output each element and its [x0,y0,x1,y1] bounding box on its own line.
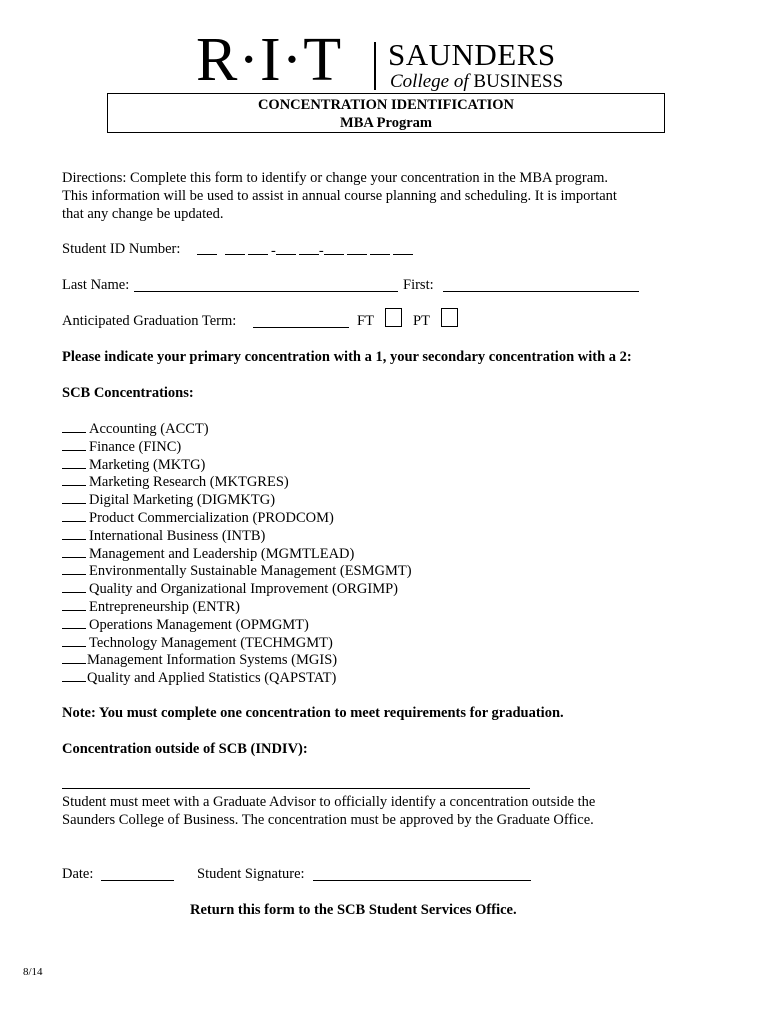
date-field[interactable] [101,865,174,881]
student-id-dash-2: - [318,243,324,259]
concentration-label: Digital Marketing (DIGMKTG) [89,492,276,509]
concentration-item-mgis [62,650,412,668]
concentration-item-orgimp [62,579,412,597]
rank-input[interactable] [62,526,86,540]
concentration-label: Accounting (ACCT) [89,421,209,437]
rit-logo: R·I·T [196,26,343,94]
concentration-label: Product Commercialization (PRODCOM) [89,509,334,526]
scb-concentrations-heading: SCB Concentrations: [62,385,194,401]
concentration-item-opmgmt [62,615,412,633]
concentration-label: Environmentally Sustainable Management (ESMGMT) [89,563,412,580]
directions-line-3: that any change be updated. [62,206,224,222]
outside-concentration-heading: Concentration outside of SCB (INDIV): [62,741,308,757]
saunders-logo-text: SAUNDERS [388,37,556,72]
concentration-item-esmgmt [62,561,412,579]
rank-input[interactable] [62,419,86,433]
logo-divider [374,42,376,90]
concentration-item-finc [62,437,412,455]
last-name-label: Last Name: [62,277,130,293]
logo-business: BUSINESS [473,71,564,92]
form-subtitle: MBA Program [340,115,432,131]
rank-input[interactable] [62,508,86,522]
first-name-label: First: [403,277,434,293]
rank-input[interactable] [62,544,86,558]
concentration-label: Technology Management (TECHMGMT) [89,634,333,651]
college-of-business-logo-text [390,71,563,93]
concentration-label: Operations Management (OPMGMT) [89,616,309,633]
ft-label: FT [357,313,374,329]
concentration-item-mgmtlead [62,544,412,562]
student-id-label: Student ID Number: [62,241,181,257]
logo-college-of: College of [390,71,469,92]
form-version-code: 8/14 [23,966,43,978]
concentration-item-mktgres [62,472,412,490]
rank-input[interactable] [62,633,86,647]
concentration-list [62,419,412,686]
concentration-item-techmgmt [62,633,412,651]
directions-line-2: This information will be used to assist in annual course planning and scheduling. It is important [62,188,617,204]
graduation-note: Note: You must complete one concentration to meet requirements for graduation. [62,705,564,721]
student-signature-field[interactable] [313,865,531,881]
rank-input[interactable] [62,561,86,575]
grad-term-label: Anticipated Graduation Term: [62,313,237,329]
student-signature-label: Student Signature: [197,866,305,882]
concentration-label: Marketing Research (MKTGRES) [89,474,289,491]
concentration-label: International Business (INTB) [89,527,266,544]
concentration-label: Finance (FINC) [89,438,182,455]
concentration-label: Marketing (MKTG) [89,456,206,473]
return-instructions: Return this form to the SCB Student Services Office. [190,902,517,918]
grad-term-field[interactable] [253,312,349,328]
title-box [107,93,665,133]
concentration-label: Quality and Organizational Improvement (ORGIMP) [89,581,398,598]
pt-label: PT [413,313,430,329]
concentration-label: Entrepreneurship (ENTR) [89,598,240,615]
rank-input[interactable] [62,455,86,469]
rank-input[interactable] [62,597,86,611]
rank-input[interactable] [62,615,86,629]
rank-input[interactable] [62,668,86,682]
last-name-field[interactable] [134,276,398,292]
student-id-dash-1: - [271,243,276,259]
rank-input[interactable] [62,579,86,593]
rank-input[interactable] [62,490,86,504]
advisor-text-line-2: Saunders College of Business. The concentration must be approved by the Graduate Office. [62,812,594,828]
pt-checkbox[interactable] [441,308,458,327]
concentration-item-mktg [62,455,412,473]
rank-input[interactable] [62,472,86,486]
concentration-item-entr [62,597,412,615]
student-id-field[interactable] [197,240,413,258]
rank-input[interactable] [62,437,86,451]
concentration-item-acct [62,419,412,437]
concentration-label: Quality and Applied Statistics (QAPSTAT) [87,670,337,687]
concentration-label: Management Information Systems (MGIS) [87,652,338,669]
first-name-field[interactable] [443,276,639,292]
concentration-item-qapstat [62,668,412,686]
rank-input[interactable] [62,650,86,664]
ft-checkbox[interactable] [385,308,402,327]
concentration-label: Management and Leadership (MGMTLEAD) [89,545,355,562]
concentration-item-intb [62,526,412,544]
advisor-text-line-1: Student must meet with a Graduate Advisor to officially identify a concentration outside the [62,794,596,810]
form-title: CONCENTRATION IDENTIFICATION [257,97,515,113]
concentration-instruction: Please indicate your primary concentration with a 1, your secondary concentration with a 2: [62,349,632,365]
outside-concentration-field[interactable] [62,788,530,789]
concentration-item-digmktg [62,490,412,508]
date-label: Date: [62,866,94,882]
concentration-item-prodcom [62,508,412,526]
directions-line-1: Directions: Complete this form to identify or change your concentration in the MBA program. [62,170,609,186]
